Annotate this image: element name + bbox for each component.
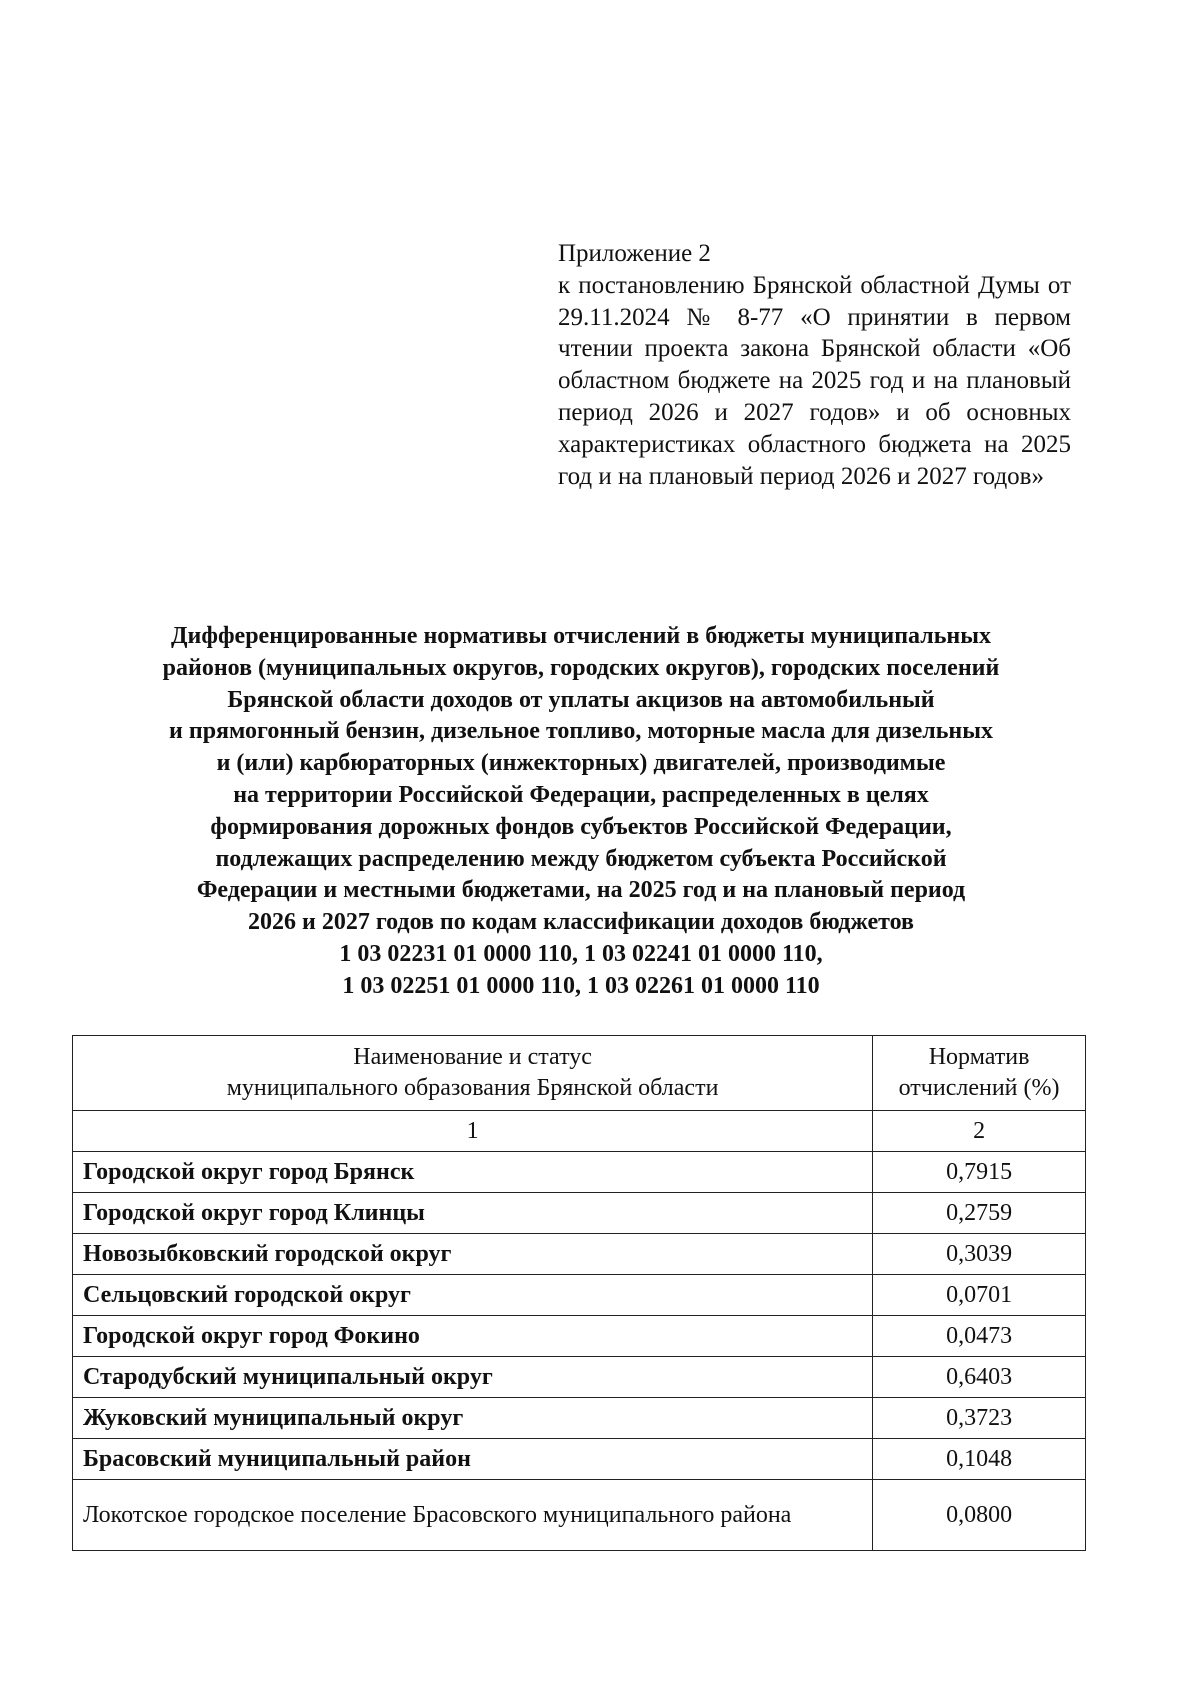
norm-value: 0,7915 <box>873 1152 1086 1193</box>
table-row <box>73 1193 1086 1234</box>
table-row <box>73 1152 1086 1193</box>
column-number-2: 2 <box>873 1111 1086 1152</box>
table-row <box>73 1275 1086 1316</box>
norm-value: 0,0701 <box>873 1275 1086 1316</box>
table-row <box>73 1398 1086 1439</box>
header-norm-line: отчислений (%) <box>898 1075 1060 1101</box>
municipality-name: Городской округ город Брянск <box>73 1152 873 1193</box>
title-line: 2026 и 2027 годов по кодам классификации доходов бюджетов <box>247 909 914 936</box>
municipality-name: Стародубский муниципальный округ <box>73 1357 873 1398</box>
municipality-name: Городской округ город Фокино <box>73 1316 873 1357</box>
norms-table <box>72 1035 1086 1551</box>
header-name-line: муниципального образования Брянской области <box>226 1075 719 1101</box>
title-line: и (или) карбюраторных (инжекторных) двигателей, производимые <box>216 750 946 777</box>
title-line: районов (муниципальных округов, городских округов), городских поселений <box>162 654 1000 681</box>
norm-value: 0,0800 <box>873 1480 1086 1551</box>
column-number-row <box>73 1111 1086 1152</box>
table-row <box>73 1357 1086 1398</box>
municipality-name: Городской округ город Клинцы <box>73 1193 873 1234</box>
table-row <box>73 1316 1086 1357</box>
municipality-name: Жуковский муниципальный округ <box>73 1398 873 1439</box>
header-norm <box>873 1036 1086 1111</box>
norm-value: 0,3723 <box>873 1398 1086 1439</box>
norm-value: 0,2759 <box>873 1193 1086 1234</box>
column-number-1: 1 <box>73 1111 873 1152</box>
title-line: 1 03 02231 01 0000 110, 1 03 02241 01 0000 110, <box>339 940 823 967</box>
norm-value: 0,3039 <box>873 1234 1086 1275</box>
header-municipality-name <box>73 1036 873 1111</box>
title-line: на территории Российской Федерации, распределенных в целях <box>233 781 929 808</box>
header-norm-line: Норматив <box>928 1044 1030 1070</box>
table-row <box>73 1234 1086 1275</box>
title-line: Дифференцированные нормативы отчислений в бюджеты муниципальных <box>171 623 991 649</box>
municipality-name: Локотское городское поселение Брасовского муниципального района <box>73 1480 873 1551</box>
norm-value: 0,6403 <box>873 1357 1086 1398</box>
title-line: Брянской области доходов от уплаты акцизов на автомобильный <box>227 686 935 713</box>
table-row <box>73 1480 1086 1551</box>
norm-value: 0,1048 <box>873 1439 1086 1480</box>
appendix-block <box>558 238 1071 492</box>
appendix-title: Приложение 2 <box>558 240 711 267</box>
header-name-line: Наименование и статус <box>353 1044 592 1070</box>
municipality-name: Сельцовский городской округ <box>73 1275 873 1316</box>
title-line: и прямогонный бензин, дизельное топливо, моторные масла для дизельных <box>169 718 993 745</box>
appendix-body: к постановлению Брянской областной Думы от 29.11.2024 № 8-77 «О принятии в первом чтении проекта закона Брянской области «Об областном бюджете на 2025 год и на плановый период 2026 и 2027 годов» и об основных характеристиках областного бюджета на 2025 год и на плановый период 2026 и 2027 годов» <box>558 271 1071 490</box>
title-line: подлежащих распределению между бюджетом субъекта Российской <box>215 845 947 872</box>
municipality-name: Новозыбковский городской округ <box>73 1234 873 1275</box>
title-line: формирования дорожных фондов субъектов Российской Федерации, <box>210 813 952 840</box>
norm-value: 0,0473 <box>873 1316 1086 1357</box>
title-line: 1 03 02251 01 0000 110, 1 03 02261 01 0000 110 <box>342 972 820 999</box>
table-row <box>73 1439 1086 1480</box>
municipality-name: Брасовский муниципальный район <box>73 1439 873 1480</box>
document-title <box>70 621 1092 1003</box>
table-header-row <box>73 1036 1086 1111</box>
title-line: Федерации и местными бюджетами, на 2025 год и на плановый период <box>196 877 966 904</box>
